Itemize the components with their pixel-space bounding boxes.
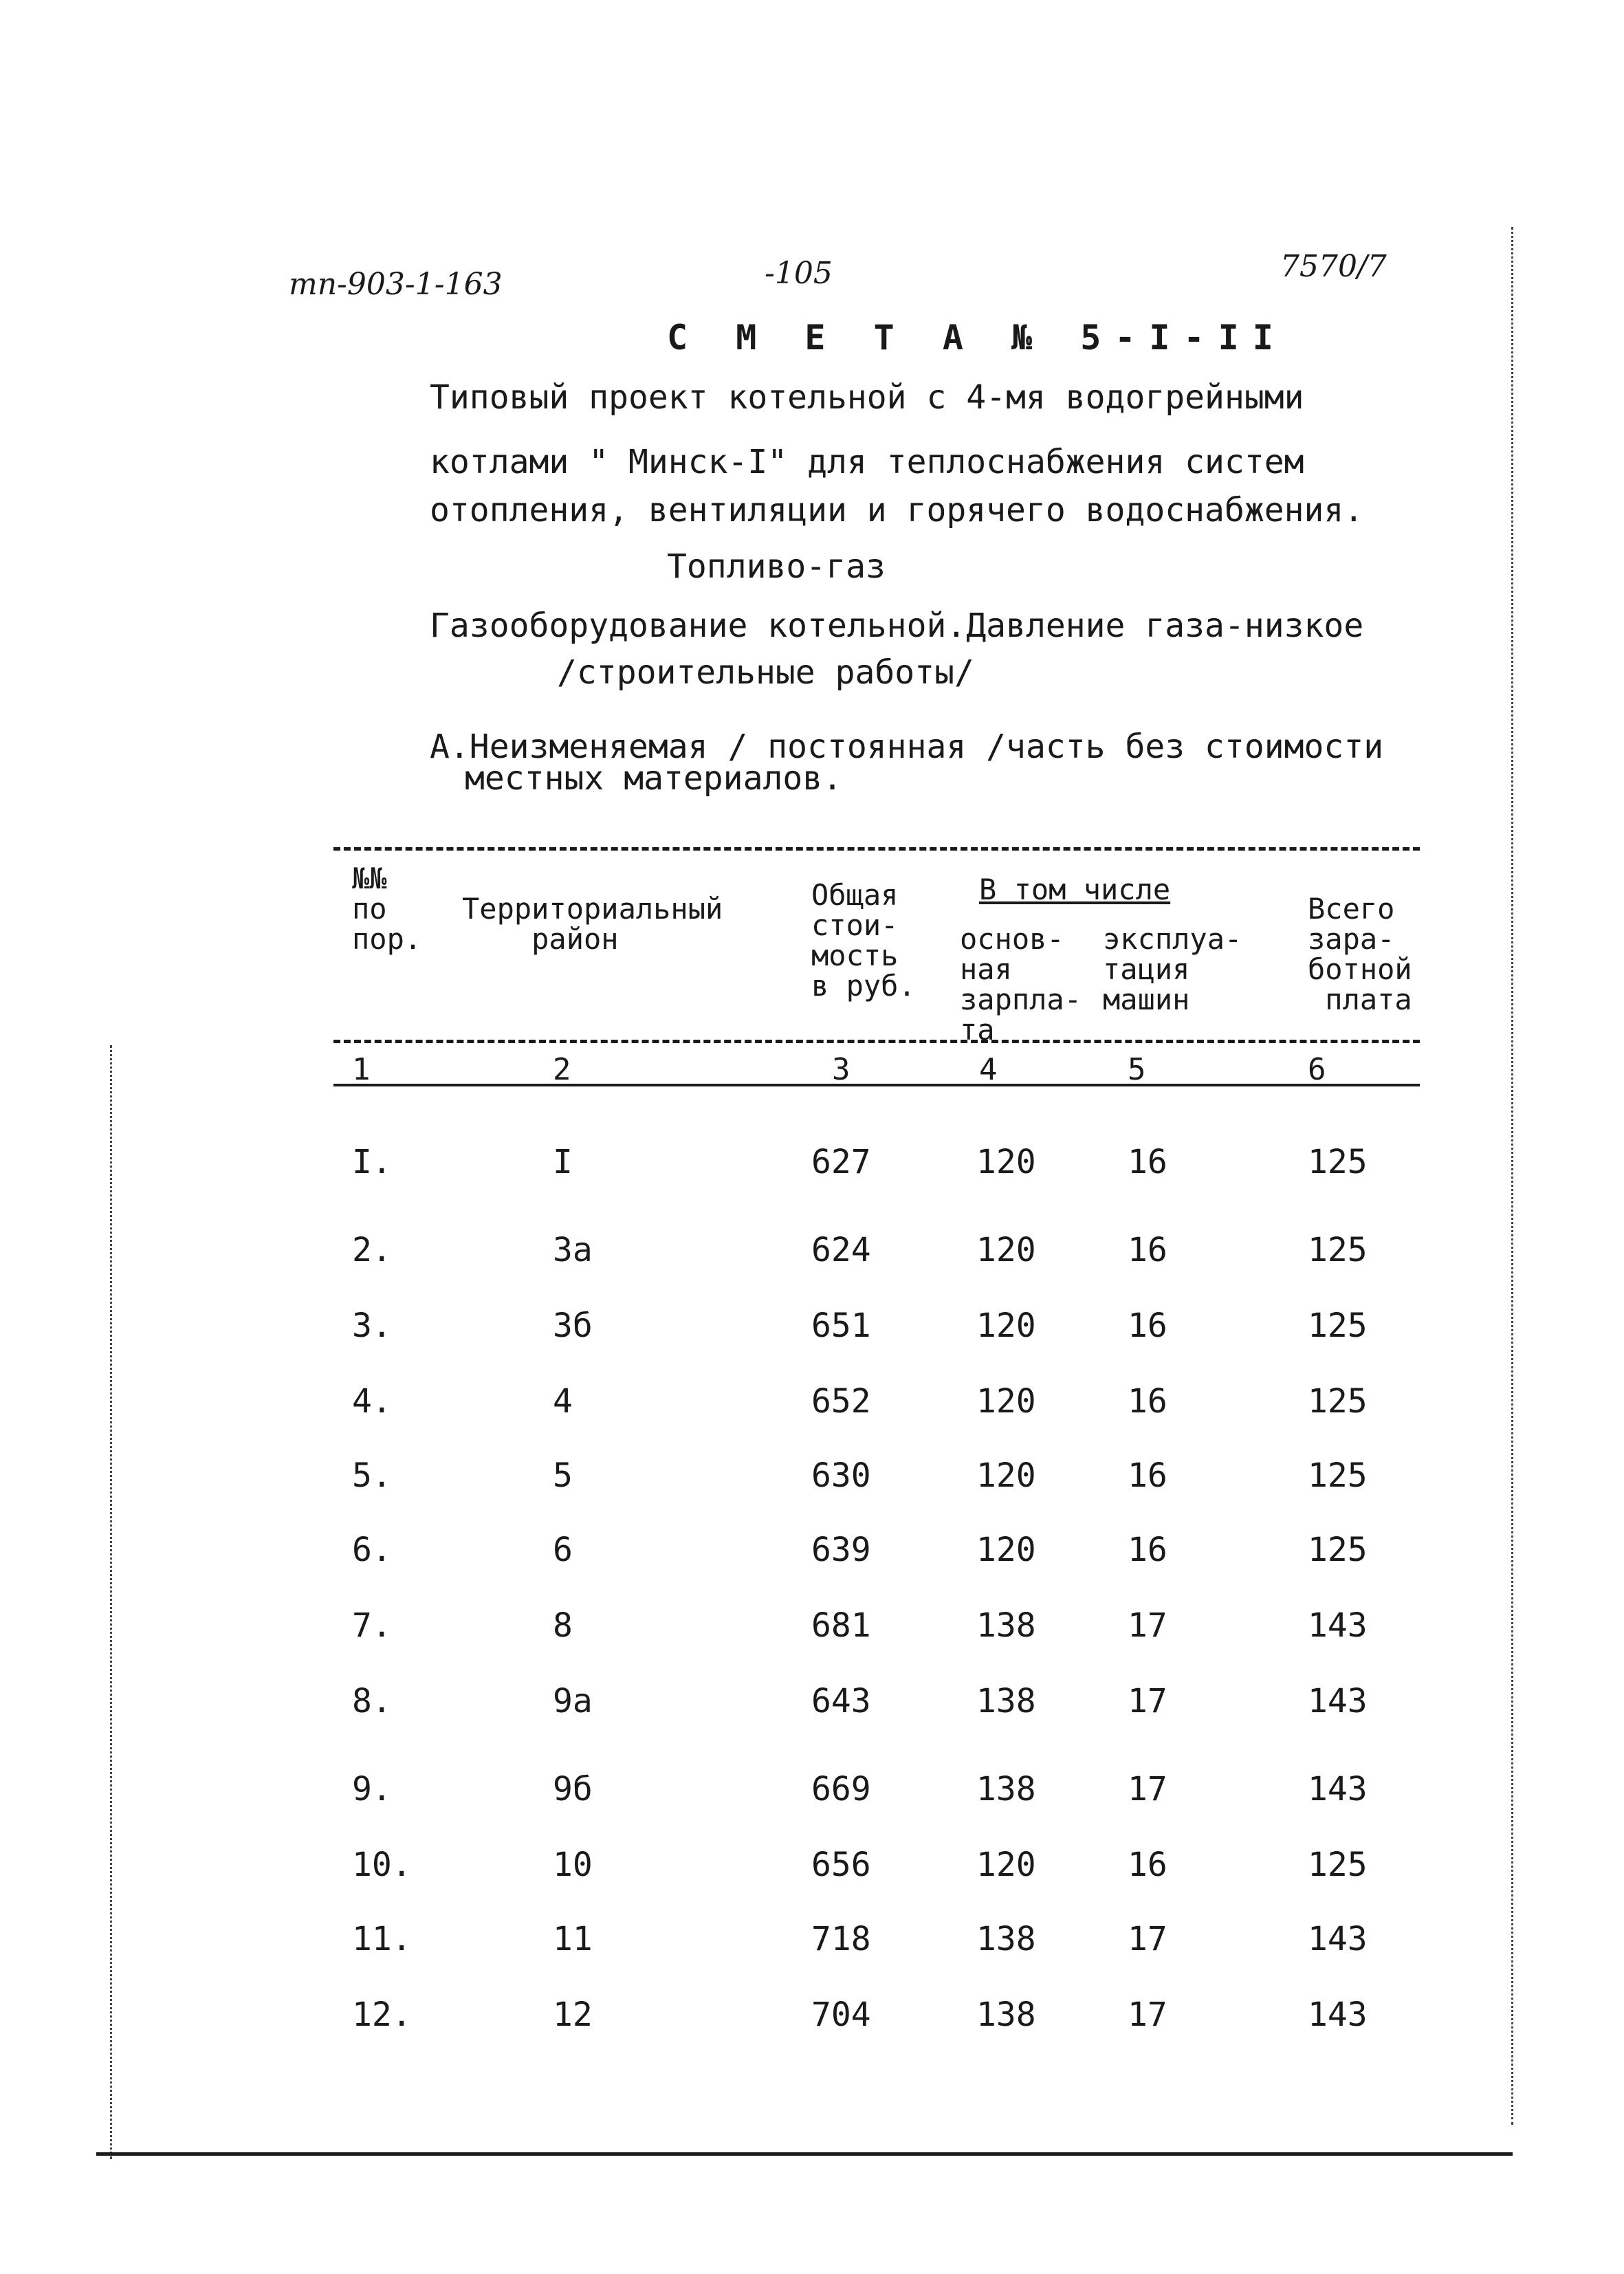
- page-bottom-rule: [96, 2152, 1513, 2156]
- column-number-2: 2: [553, 1052, 571, 1087]
- part-a-subtitle: местных материалов.: [465, 759, 843, 798]
- cell-total-wages: 143: [1308, 1682, 1368, 1720]
- cell-row-number: 4.: [352, 1382, 392, 1421]
- header-territorial-district: Территориальный район: [462, 892, 723, 956]
- column-number-rule: [333, 1084, 1420, 1086]
- cell-district: 10: [553, 1846, 593, 1884]
- table-top-rule: [333, 847, 1420, 851]
- header-basic-wages: основ- ная зарпла- та: [960, 922, 1082, 1047]
- cell-total-cost: 624: [811, 1231, 871, 1269]
- cell-row-number: 2.: [352, 1231, 392, 1269]
- cell-total-wages: 143: [1308, 1606, 1368, 1645]
- cell-basic-wages: 120: [976, 1846, 1036, 1884]
- page-number: -105: [765, 256, 833, 291]
- cell-total-wages: 143: [1308, 1920, 1368, 1958]
- cell-basic-wages: 120: [976, 1143, 1036, 1181]
- cell-total-wages: 143: [1308, 1770, 1368, 1808]
- header-row-number: №№ по пор.: [352, 862, 422, 956]
- cell-row-number: 8.: [352, 1682, 392, 1720]
- header-bottom-rule: [333, 1040, 1420, 1043]
- cell-district: 11: [553, 1920, 593, 1958]
- cell-total-cost: 643: [811, 1682, 871, 1720]
- header-total-cost: Общая стои- мость в руб.: [811, 878, 916, 1003]
- cell-total-cost: 651: [811, 1307, 871, 1345]
- cell-machine-operation: 16: [1128, 1307, 1167, 1345]
- header-total-wages: Всего зара- ботной плата: [1308, 892, 1412, 1016]
- cell-basic-wages: 120: [976, 1531, 1036, 1569]
- cell-basic-wages: 138: [976, 1920, 1036, 1958]
- cell-total-cost: 718: [811, 1920, 871, 1958]
- cell-basic-wages: 138: [976, 1682, 1036, 1720]
- cell-total-wages: 125: [1308, 1456, 1368, 1495]
- cell-district: 12: [553, 1996, 593, 2034]
- cell-row-number: 10.: [352, 1846, 412, 1884]
- cell-total-cost: 669: [811, 1770, 871, 1808]
- fuel-label: Топливо-газ: [667, 547, 886, 586]
- right-margin-line: [1511, 227, 1513, 2125]
- cell-row-number: 7.: [352, 1606, 392, 1645]
- cell-district: 8: [553, 1606, 573, 1645]
- cell-row-number: 3.: [352, 1307, 392, 1345]
- cell-basic-wages: 120: [976, 1231, 1036, 1269]
- cell-total-wages: 125: [1308, 1231, 1368, 1269]
- cell-total-cost: 652: [811, 1382, 871, 1421]
- left-margin-line: [110, 1045, 112, 2159]
- cell-machine-operation: 16: [1128, 1382, 1167, 1421]
- cell-district: 9б: [553, 1770, 593, 1808]
- cell-machine-operation: 16: [1128, 1143, 1167, 1181]
- cell-total-wages: 125: [1308, 1382, 1368, 1421]
- cell-total-cost: 704: [811, 1996, 871, 2034]
- cell-basic-wages: 120: [976, 1456, 1036, 1495]
- cell-total-wages: 125: [1308, 1531, 1368, 1569]
- cell-district: 5: [553, 1456, 573, 1495]
- cell-total-cost: 681: [811, 1606, 871, 1645]
- document-title: С М Е Т А № 5-I-II: [667, 318, 1287, 358]
- cell-basic-wages: 138: [976, 1770, 1036, 1808]
- cell-total-cost: 627: [811, 1143, 871, 1181]
- cell-total-wages: 125: [1308, 1143, 1368, 1181]
- cell-basic-wages: 120: [976, 1307, 1036, 1345]
- column-number-4: 4: [979, 1052, 998, 1087]
- description-line-3: отопления, вентиляции и горячего водоснабжения.: [430, 491, 1364, 529]
- section-title: Газооборудование котельной.Давление газа-низкое: [430, 606, 1364, 645]
- description-line-1: Типовый проект котельной с 4-мя водогрейными: [430, 378, 1304, 417]
- cell-machine-operation: 17: [1128, 1606, 1167, 1645]
- doc-code: тп-903-1-163: [289, 267, 503, 302]
- cell-row-number: 9.: [352, 1770, 392, 1808]
- cell-basic-wages: 138: [976, 1996, 1036, 2034]
- cell-machine-operation: 17: [1128, 1996, 1167, 2034]
- cell-row-number: I.: [352, 1143, 392, 1181]
- cell-row-number: 11.: [352, 1920, 412, 1958]
- cell-machine-operation: 16: [1128, 1231, 1167, 1269]
- cell-district: 9а: [553, 1682, 593, 1720]
- cell-total-cost: 639: [811, 1531, 871, 1569]
- cell-machine-operation: 16: [1128, 1531, 1167, 1569]
- cell-total-wages: 143: [1308, 1996, 1368, 2034]
- cell-machine-operation: 17: [1128, 1770, 1167, 1808]
- cell-district: 3б: [553, 1307, 593, 1345]
- column-number-3: 3: [832, 1052, 851, 1087]
- cell-machine-operation: 16: [1128, 1846, 1167, 1884]
- cell-row-number: 12.: [352, 1996, 412, 2034]
- cell-district: 6: [553, 1531, 573, 1569]
- header-machine-operation: эксплуа- тация машин: [1103, 922, 1242, 1016]
- column-number-6: 6: [1308, 1052, 1326, 1087]
- column-number-1: 1: [352, 1052, 371, 1087]
- cell-row-number: 5.: [352, 1456, 392, 1495]
- cell-district: 4: [553, 1382, 573, 1421]
- cell-total-cost: 630: [811, 1456, 871, 1495]
- cell-district: I: [553, 1143, 573, 1181]
- cell-district: 3а: [553, 1231, 593, 1269]
- cell-machine-operation: 17: [1128, 1920, 1167, 1958]
- cell-row-number: 6.: [352, 1531, 392, 1569]
- sheet-code: 7570/7: [1280, 249, 1387, 284]
- cell-machine-operation: 17: [1128, 1682, 1167, 1720]
- part-a-title: А.Неизменяемая / постоянная /часть без стоимости: [430, 728, 1384, 766]
- cell-machine-operation: 16: [1128, 1456, 1167, 1495]
- cell-total-wages: 125: [1308, 1846, 1368, 1884]
- cell-total-cost: 656: [811, 1846, 871, 1884]
- cell-total-wages: 125: [1308, 1307, 1368, 1345]
- cell-basic-wages: 120: [976, 1382, 1036, 1421]
- description-line-2: котлами " Минск-I" для теплоснабжения систем: [430, 443, 1304, 481]
- column-number-5: 5: [1128, 1052, 1146, 1087]
- section-subtitle: /строительные работы/: [557, 653, 974, 692]
- header-including-group: В том числе: [979, 873, 1171, 906]
- cell-basic-wages: 138: [976, 1606, 1036, 1645]
